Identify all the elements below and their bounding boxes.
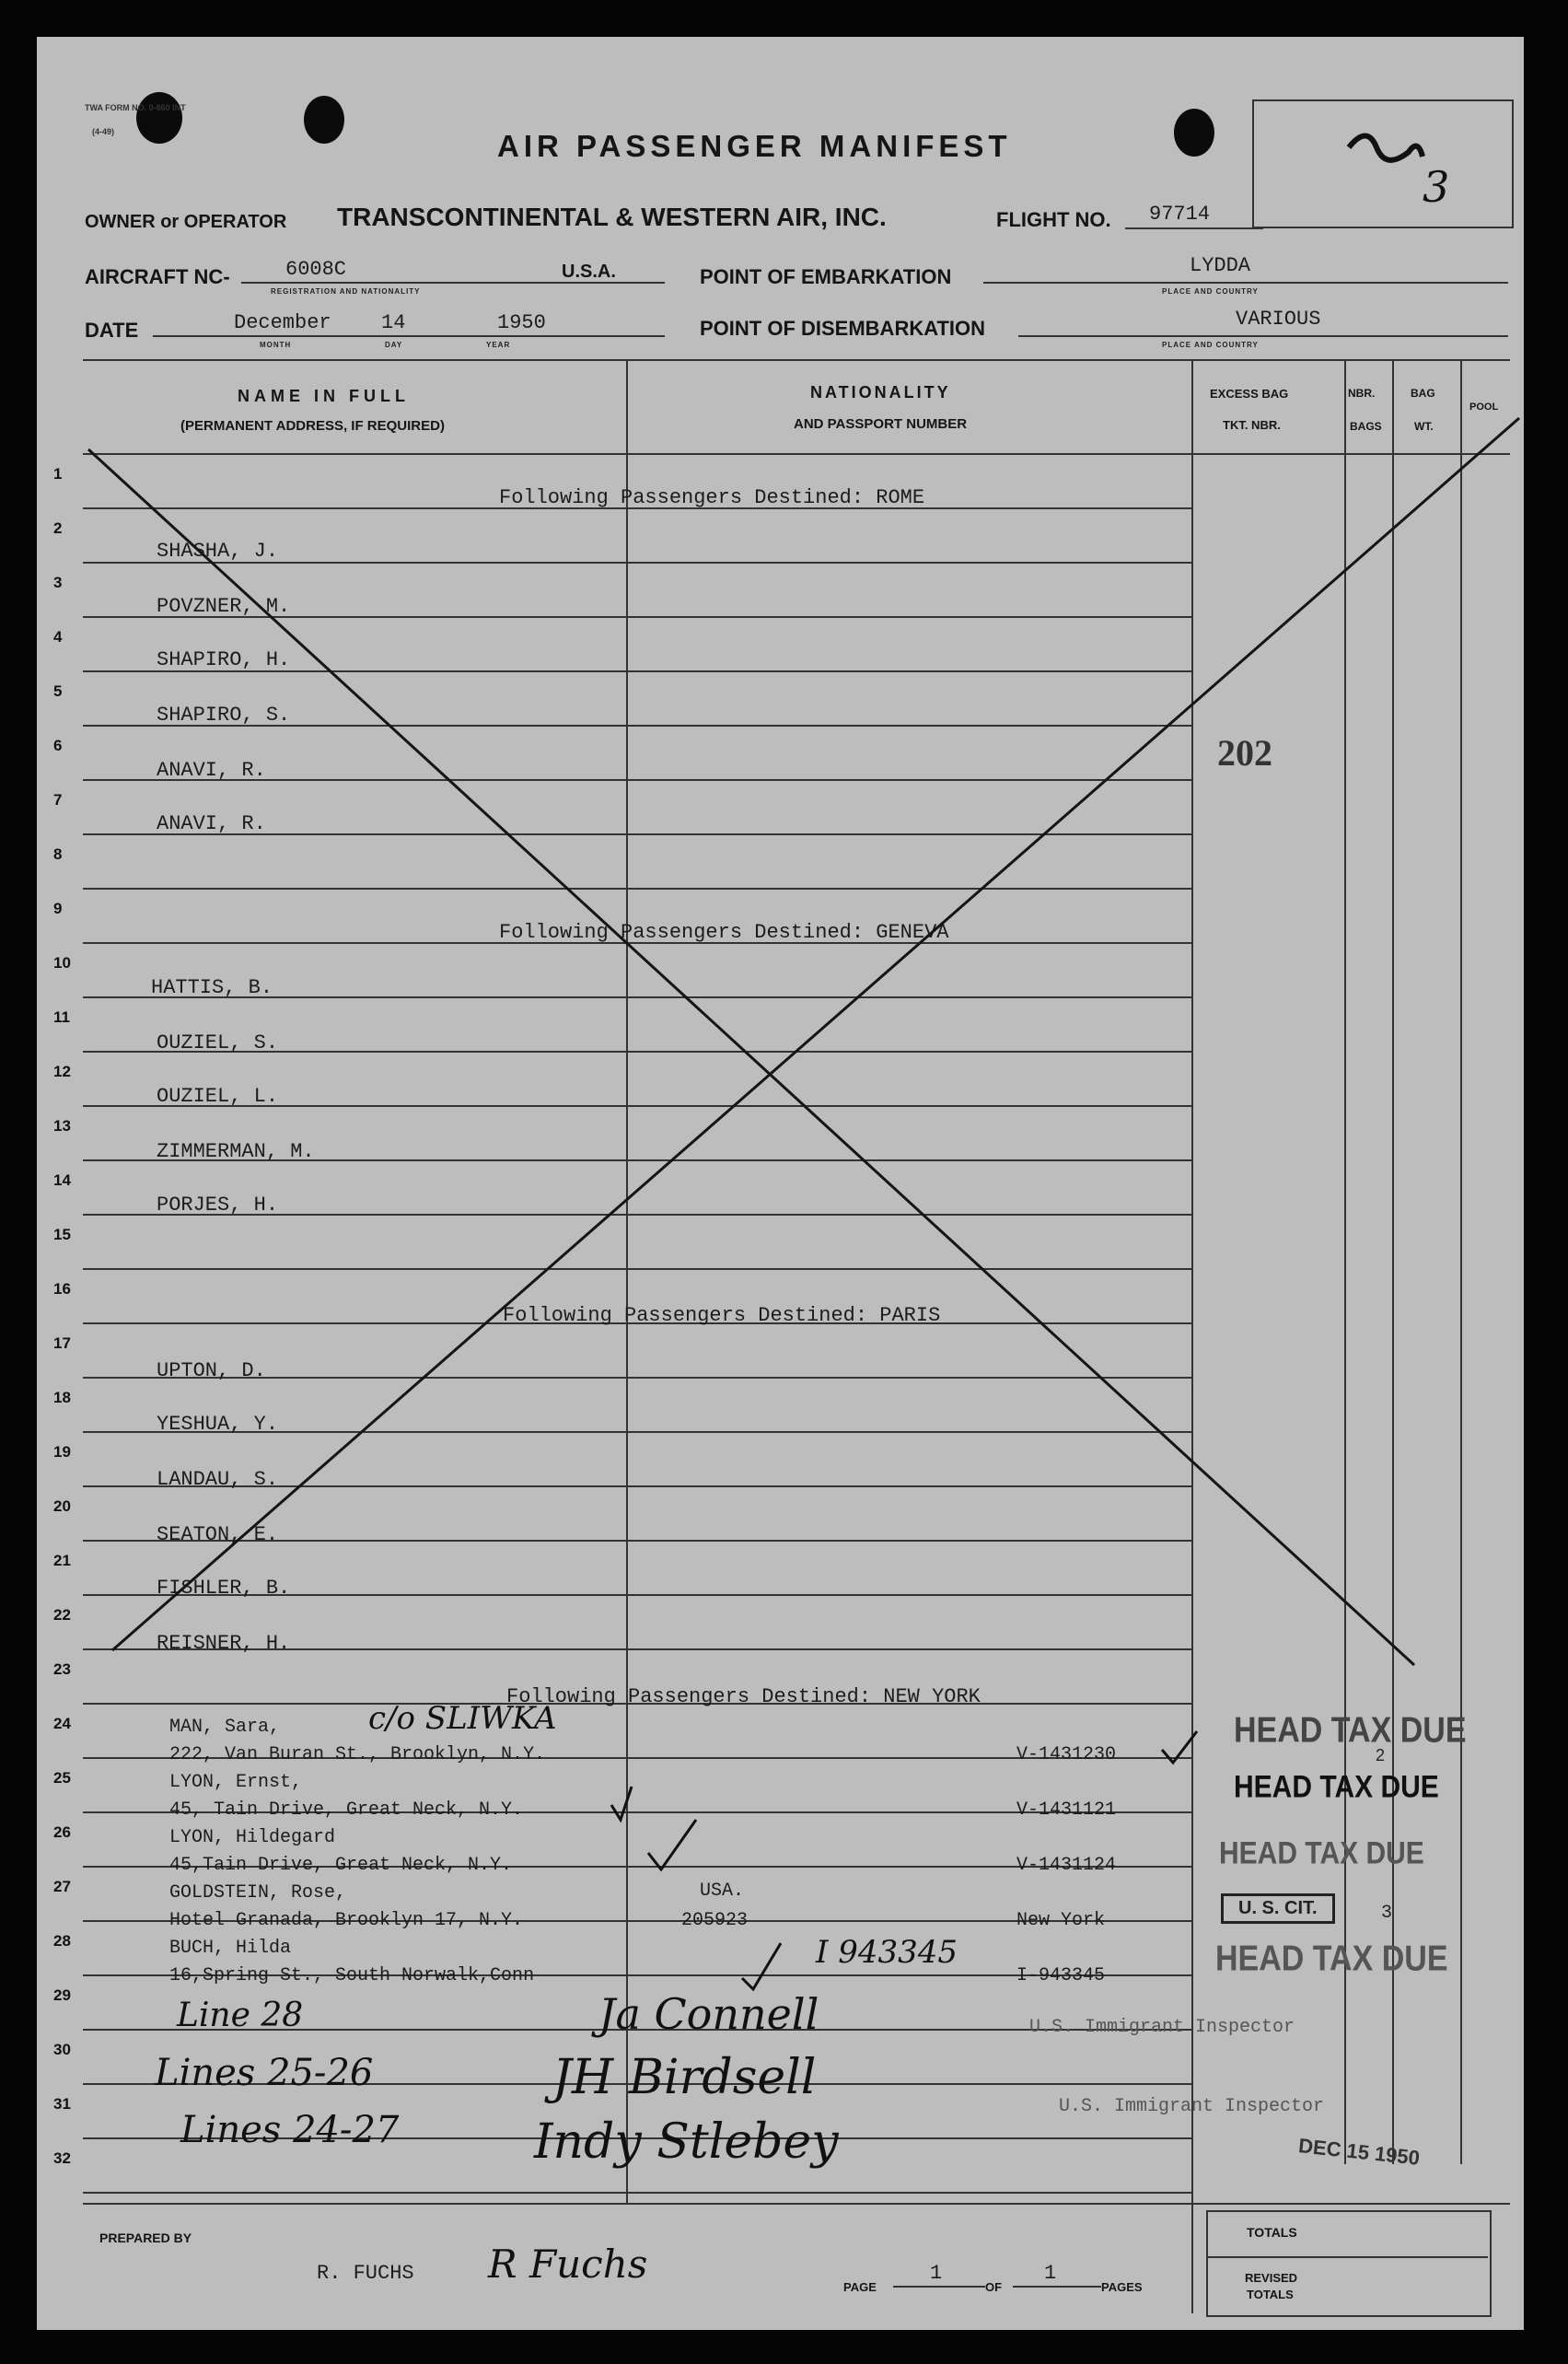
aircraft-country: U.S.A.: [562, 262, 616, 282]
col-wt-header: WT.: [1414, 420, 1434, 433]
passenger-name: SHAPIRO, S.: [157, 704, 291, 727]
date-day: 14: [381, 311, 406, 334]
handwritten-lines-2526: Lines 25-26: [155, 2052, 374, 2094]
row-number: 27: [53, 1878, 71, 1895]
row-number: 29: [53, 1986, 71, 2004]
col-bags-header: BAGS: [1350, 420, 1382, 433]
passenger-name: POVZNER, M.: [157, 595, 291, 618]
ny-passenger-name: GOLDSTEIN, Rose,: [169, 1882, 347, 1904]
handwritten-i-number: I 943345: [816, 1934, 958, 1971]
pages-label: PAGES: [1101, 2280, 1143, 2294]
date-stamp: DEC 15 1950: [1297, 2134, 1422, 2170]
of-label: OF: [985, 2280, 1003, 2294]
passenger-name: ANAVI, R.: [157, 759, 266, 782]
row-number: 17: [53, 1334, 71, 1352]
row-number: 5: [53, 682, 63, 700]
row-number: 10: [53, 954, 71, 972]
row-number: 11: [53, 1008, 70, 1026]
row-number: 1: [53, 465, 63, 483]
signature-2: JH Birdsell: [552, 2050, 817, 2105]
row-number: 13: [53, 1117, 71, 1135]
form-date: (4-49): [92, 127, 115, 136]
row-number: 16: [53, 1280, 71, 1298]
form-number: TWA FORM NO. 0-860 INT: [85, 103, 186, 112]
row-number: 19: [53, 1443, 71, 1461]
page-label: PAGE: [843, 2280, 877, 2294]
passenger-name: OUZIEL, L.: [157, 1085, 279, 1108]
signature-3: Indy Stlebey: [534, 2114, 839, 2170]
disembark-label: POINT OF DISEMBARKATION: [700, 317, 986, 340]
aircraft-label: AIRCRAFT NC-: [85, 265, 230, 288]
row-number: 6: [53, 737, 63, 754]
totals-label: TOTALS: [1247, 2225, 1297, 2240]
prepared-by-label: PREPARED BY: [99, 2230, 192, 2245]
handwritten-care-of: c/o SLIWKA: [368, 1700, 557, 1737]
row-number: 7: [53, 791, 63, 809]
of-number: 1: [1044, 2262, 1057, 2285]
embark-value: LYDDA: [1190, 254, 1251, 277]
place-country-caption: PLACE AND COUNTRY: [1162, 287, 1259, 296]
row-number: 18: [53, 1389, 71, 1406]
ny-passenger-passport: New York: [1016, 1910, 1106, 1931]
row-number: 23: [53, 1660, 71, 1678]
day-caption: DAY: [385, 341, 403, 349]
row-number: 15: [53, 1226, 71, 1243]
passenger-name: SHAPIRO, H.: [157, 648, 291, 671]
inspector-stamp: U.S. Immigrant Inspector: [1059, 2096, 1325, 2117]
group-header-geneva: Following Passengers Destined: GENEVA: [499, 921, 949, 944]
passenger-name: SEATON, E.: [157, 1523, 279, 1546]
of-underline: [1013, 2286, 1101, 2288]
row-number: 28: [53, 1932, 71, 1950]
date-month: December: [234, 311, 331, 334]
totals-divider: [1206, 2256, 1488, 2258]
page-number: 1: [930, 2262, 943, 2285]
corner-mark: 3: [1423, 162, 1450, 212]
ny-passenger-passport: I-943345: [1016, 1965, 1106, 1986]
passenger-name: ANAVI, R.: [157, 812, 266, 835]
month-caption: MONTH: [260, 341, 292, 349]
prepared-by-name: R. FUCHS: [317, 2262, 414, 2285]
us-cit-count: 3: [1381, 1903, 1393, 1924]
us-cit-stamp: U. S. CIT.: [1221, 1893, 1335, 1924]
ny-passenger-address: 45, Tain Drive, Great Neck, N.Y.: [169, 1799, 524, 1821]
ny-passenger-address: 222, Van Buran St., Brooklyn, N.Y.: [169, 1744, 546, 1765]
row-number: 25: [53, 1769, 71, 1787]
date-label: DATE: [85, 319, 139, 342]
col-nationality-header: NATIONALITY: [810, 383, 951, 402]
ny-passenger-passport-no: 205923: [681, 1910, 749, 1931]
passenger-name: PORJES, H.: [157, 1194, 279, 1217]
passenger-name: UPTON, D.: [157, 1359, 266, 1382]
group-header-rome: Following Passengers Destined: ROME: [499, 486, 925, 509]
signature-1: Ja Connell: [598, 1989, 819, 2039]
row-number: 8: [53, 845, 63, 863]
aircraft-number: 6008C: [285, 258, 347, 281]
passenger-name: OUZIEL, S.: [157, 1031, 279, 1054]
group-header-paris: Following Passengers Destined: PARIS: [503, 1304, 941, 1327]
inspector-stamp: U.S. Immigrant Inspector: [1029, 2017, 1295, 2038]
col-bag-header: BAG: [1411, 387, 1435, 400]
row-number: 21: [53, 1552, 71, 1569]
row-number: 24: [53, 1715, 71, 1732]
head-tax-stamp: HEAD TAX DUE: [1234, 1769, 1439, 1805]
excess-value: 202: [1217, 732, 1272, 774]
ny-passenger-passport: V-1431124: [1016, 1855, 1117, 1876]
owner-label: OWNER or OPERATOR: [85, 212, 287, 232]
row-number: 32: [53, 2149, 71, 2167]
preparer-signature: R Fuchs: [488, 2242, 648, 2287]
ny-passenger-passport: V-1431230: [1016, 1744, 1117, 1765]
row-number: 9: [53, 900, 63, 917]
col-nbr-header: NBR.: [1348, 387, 1376, 400]
ny-passenger-name: LYON, Hildegard: [169, 1827, 336, 1848]
ny-passenger-nationality: USA.: [700, 1881, 745, 1902]
disembark-value: VARIOUS: [1236, 308, 1321, 331]
row-number: 14: [53, 1171, 71, 1189]
embark-label: POINT OF EMBARKATION: [700, 265, 952, 288]
page-underline: [893, 2286, 985, 2288]
head-tax-sub: 2: [1376, 1746, 1386, 1764]
year-caption: YEAR: [486, 341, 511, 349]
passenger-name: ZIMMERMAN, M.: [157, 1140, 315, 1163]
head-tax-stamp: HEAD TAX DUE: [1219, 1835, 1424, 1871]
passenger-name: YESHUA, Y.: [157, 1413, 279, 1436]
passenger-name: HATTIS, B.: [151, 976, 273, 999]
handwritten-line: Line 28: [177, 1997, 304, 2034]
registration-caption: REGISTRATION AND NATIONALITY: [271, 287, 421, 296]
col-excess-header: EXCESS BAG: [1210, 387, 1289, 401]
ny-passenger-address: 16,Spring St., South Norwalk,Conn: [169, 1965, 535, 1986]
handwritten-lines-2427: Lines 24-27: [180, 2109, 400, 2151]
row-number: 3: [53, 574, 63, 591]
passenger-name: LANDAU, S.: [157, 1468, 279, 1491]
col-name-header: NAME IN FULL: [238, 387, 410, 405]
flight-number: 97714: [1149, 203, 1211, 226]
row-number: 26: [53, 1823, 71, 1841]
ny-passenger-address: Hotel Granada, Brooklyn 17, N.Y.: [169, 1910, 524, 1931]
row-number: 30: [53, 2041, 71, 2058]
ny-passenger-passport: V-1431121: [1016, 1799, 1117, 1821]
ny-passenger-name: BUCH, Hilda: [169, 1938, 292, 1959]
row-number: 20: [53, 1497, 71, 1515]
passenger-name: FISHLER, B.: [157, 1577, 291, 1600]
row-number: 2: [53, 519, 63, 537]
ny-passenger-name: MAN, Sara,: [169, 1717, 281, 1738]
col-pool-header: POOL: [1469, 402, 1499, 413]
head-tax-stamp: HEAD TAX DUE: [1215, 1939, 1448, 1979]
row-number: 12: [53, 1063, 71, 1080]
row-number: 22: [53, 1606, 71, 1624]
group-header-newyork: Following Passengers Destined: NEW YORK: [506, 1685, 981, 1708]
ny-passenger-address: 45,Tain Drive, Great Neck, N.Y.: [169, 1855, 513, 1876]
revised-label: REVISED: [1245, 2271, 1298, 2285]
revised-totals-label: TOTALS: [1247, 2288, 1294, 2301]
flight-label: FLIGHT NO.: [996, 208, 1111, 231]
row-number: 31: [53, 2095, 71, 2113]
passenger-name: REISNER, H.: [157, 1632, 291, 1655]
place-country-caption-2: PLACE AND COUNTRY: [1162, 341, 1259, 349]
row-number: 4: [53, 628, 63, 646]
col-nationality-sub: AND PASSPORT NUMBER: [794, 416, 968, 432]
head-tax-stamp: HEAD TAX DUE: [1234, 1710, 1467, 1751]
page-title: AIR PASSENGER MANIFEST: [497, 129, 1012, 163]
owner-name: TRANSCONTINENTAL & WESTERN AIR, INC.: [337, 203, 887, 231]
date-year: 1950: [497, 311, 546, 334]
col-excess-sub: TKT. NBR.: [1223, 418, 1281, 432]
passenger-name: SHASHA, J.: [157, 540, 279, 563]
col-name-sub: (PERMANENT ADDRESS, IF REQUIRED): [180, 418, 445, 434]
ny-passenger-name: LYON, Ernst,: [169, 1772, 303, 1793]
